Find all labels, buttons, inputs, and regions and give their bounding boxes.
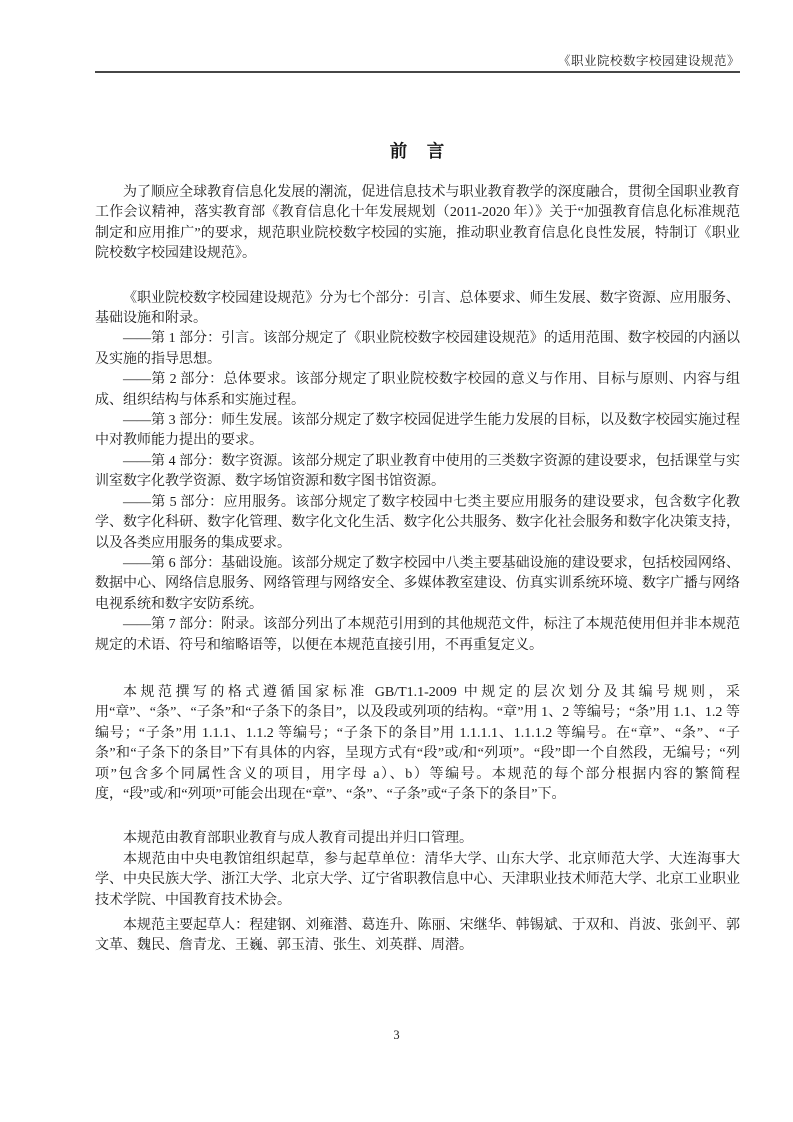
running-header-title: 《职业院校数字校园建设规范》 [557, 54, 740, 68]
paragraph-part-3: ——第 3 部分：师生发展。该部分规定了数字校园促进学生能力发展的目标，以及数字校园实施过程中对教师能力提出的要求。 [95, 413, 740, 449]
paragraph-drafting-units: 本规范由中央电教馆组织起草，参与起草单位：清华大学、山东大学、北京师范大学、大连海事大学、中央民族大学、浙江大学、北京大学、辽宁省职教信息中心、天津职业技术师范大学、北京工业职业技术学院、中国教育技术协会。 [95, 851, 740, 908]
paragraph-part-4: ——第 4 部分：数字资源。该部分规定了职业教育中使用的三类数字资源的建设要求，包括课堂与实训室数字化教学资源、数字场馆资源和数字图书馆资源。 [95, 453, 740, 490]
paragraph-drafters: 本规范主要起草人：程建钢、刘雍潜、葛连升、陈丽、宋继华、韩锡斌、于双和、肖波、张剑平、郭文革、魏民、詹青龙、王巍、郭玉清、张生、刘英群、周潜。 [95, 918, 740, 954]
paragraph-part-7: ——第 7 部分：附录。该部分列出了本规范引用到的其他规范文件，标注了本规范使用但并非本规范规定的术语、符号和缩略语等，以便在本规范直接引用，不再重复定义。 [95, 617, 740, 653]
paragraph-format-rules: 本规范撰写的格式遵循国家标准 GB/T1.1-2009 中规定的层次划分及其编号规则，采用“章”、“条”、“子条”和“子条下的条目”，以及段或列项的结构。“章”用 1、2 等编号；“条”用 1.1、1.2 等编号；“子条”用 1.1.1、1.1.2 等编号；“子条下的条目”用 1.1.1.1、1.1.1.2 等编号。在“章”、“条”、“子条”和“子条下的条目”下有具体的内容，呈现方式有“段”或/和“列项”。“段”即一个自然段，无编号；“列项”包含多个同属性含义的项目，用字母 a）、b）等编号。本规范的每个部分根据内容的繁简程度，“段”或/和“列项”可能会出现在“章”、“条”、“子条”或“子条下的条目”下。 [95, 684, 740, 802]
paragraph-part-2: ——第 2 部分：总体要求。该部分规定了职业院校数字校园的意义与作用、目标与原则、内容与组成、组织结构与体系和实施过程。 [95, 372, 740, 408]
page-title: 前 言 [389, 141, 446, 161]
paragraph-intro: 为了顺应全球教育信息化发展的潮流，促进信息技术与职业教育教学的深度融合，贯彻全国职业教育工作会议精神，落实教育部《教育信息化十年发展规划（2011-2020 年）》关于“加强教育信息化标准规范制定和应用推广”的要求，规范职业院校数字校园的实施，推动职业教育信息化良性发展，特制订《职业院校数字校园建设规范》。 [95, 185, 740, 262]
paragraph-part-1: ——第 1 部分：引言。该部分规定了《职业院校数字校园建设规范》的适用范围、数字校园的内涵以及实施的指导思想。 [95, 331, 740, 367]
page-number: 3 [393, 1028, 400, 1042]
preface-content [95, 139, 740, 957]
paragraph-management: 本规范由教育部职业教育与成人教育司提出并归口管理。 [123, 831, 473, 847]
header-rule [95, 71, 740, 73]
paragraph-part-6: ——第 6 部分：基础设施。该部分规定了数字校园中八类主要基础设施的建设要求，包括校园网络、数据中心、网络信息服务、网络管理与网络安全、多媒体教室建设、仿真实训系统环境、数字广播与网络电视系统和数字安防系统。 [95, 555, 740, 612]
paragraph-parts-overview: 《职业院校数字校园建设规范》分为七个部分：引言、总体要求、师生发展、数字资源、应用服务、基础设施和附录。 [95, 290, 740, 327]
paragraph-part-5: ——第 5 部分：应用服务。该部分规定了数字校园中七类主要应用服务的建设要求，包含数字化教学、数字化科研、数字化管理、数字化文化生活、数字化公共服务、数字化社会服务和数字化决策支持，以及各类应用服务的集成要求。 [95, 494, 740, 551]
